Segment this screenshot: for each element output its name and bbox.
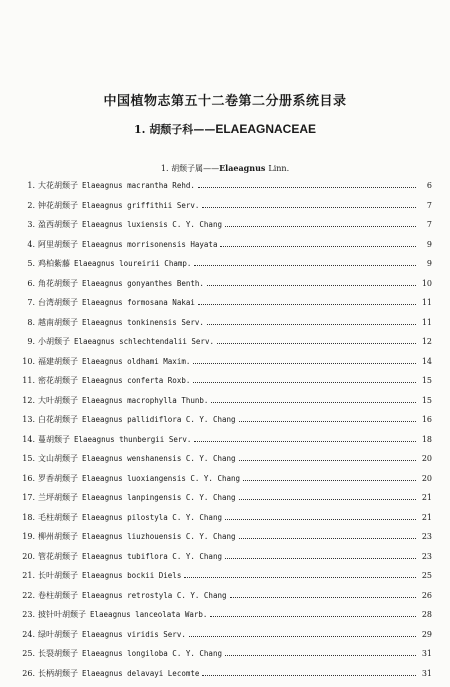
entry-name-latin: Elaeagnus conferta Roxb. [82,376,190,385]
entry-page-number: 29 [418,630,432,639]
leader-dots [239,499,416,500]
toc-entry [20,570,432,590]
entry-number: 1. [20,181,35,190]
toc-entry [20,356,432,376]
toc-entry [20,473,432,493]
entry-name-cn: 长柄胡颓子 [38,668,78,679]
toc-entry [20,668,432,687]
entry-page-number: 20 [418,474,432,483]
entry-name-latin: Elaeagnus tonkinensis Serv. [82,318,204,327]
leader-dots [193,363,416,364]
leader-dots [207,324,416,325]
leader-dots [230,597,417,598]
entry-number: 14. [20,435,35,444]
entry-number: 16. [20,474,35,483]
toc-entry [20,395,432,415]
entry-name-cn: 大叶胡颓子 [38,395,78,406]
entry-name-latin: Elaeagnus bockii Diels [82,571,181,580]
entry-name-latin: Elaeagnus viridis Serv. [82,630,186,639]
entry-name-latin: Elaeagnus loureirii Champ. [74,259,191,268]
toc-entry [20,200,432,220]
toc-entry [20,239,432,259]
toc-entry [20,258,432,278]
toc-entry [20,278,432,298]
entry-number: 22. [20,591,35,600]
entry-name-latin: Elaeagnus longiloba C. Y. Chang [82,649,222,658]
entry-name-cn: 越南胡颓子 [38,317,78,328]
entry-number: 5. [20,259,35,268]
toc-entry [20,375,432,395]
toc-entry [20,317,432,337]
toc-entry [20,648,432,668]
entry-number: 11. [20,376,35,385]
entry-name-latin: Elaeagnus macrophylla Thunb. [82,396,208,405]
entry-number: 24. [20,630,35,639]
leader-dots [239,421,416,422]
leader-dots [239,460,416,461]
entry-number: 13. [20,415,35,424]
entry-name-latin: Elaeagnus pilostyla C. Y. Chang [82,513,222,522]
family-number: 1. [134,123,145,136]
entry-page-number: 20 [418,454,432,463]
toc-entry [20,551,432,571]
genus-name-cn: 胡颓子属 [171,164,203,173]
entry-name-cn: 蔓胡颓子 [38,434,70,445]
entry-name-cn: 鸡柏紫藤 [38,258,70,269]
entry-number: 20. [20,552,35,561]
entry-name-cn: 福建胡颓子 [38,356,78,367]
entry-number: 18. [20,513,35,522]
leader-dots [194,265,416,266]
entry-number: 3. [20,220,35,229]
entry-page-number: 9 [418,240,432,249]
entry-name-latin: Elaeagnus gonyanthes Benth. [82,279,204,288]
leader-dots [207,285,416,286]
entry-number: 25. [20,649,35,658]
entry-name-cn: 白花胡颓子 [38,414,78,425]
entry-name-cn: 台湾胡颓子 [38,297,78,308]
entry-page-number: 6 [418,181,432,190]
entry-name-cn: 卷柱胡颓子 [38,590,78,601]
toc-entry [20,531,432,551]
leader-dots [202,675,416,676]
entry-name-cn: 绿叶胡颓子 [38,629,78,640]
entry-number: 17. [20,493,35,502]
toc-entry [20,453,432,473]
leader-dots [184,577,416,578]
toc-entry [20,492,432,512]
entry-name-latin: Elaeagnus macrantha Rehd. [82,181,195,190]
leader-dots [225,655,416,656]
entry-name-latin: Elaeagnus schlechtendalii Serv. [74,337,214,346]
entry-page-number: 23 [418,552,432,561]
entry-number: 7. [20,298,35,307]
toc-entry [20,297,432,317]
entry-name-cn: 罗香胡颓子 [38,473,78,484]
entry-number: 4. [20,240,35,249]
family-heading [0,121,450,137]
entry-name-cn: 盈西胡颓子 [38,219,78,230]
leader-dots [210,616,416,617]
leader-dots [239,538,416,539]
genus-number: 1. [161,164,169,173]
entry-number: 19. [20,532,35,541]
genus-name-latin: Elaeagnus [219,163,265,173]
entry-name-latin: Elaeagnus griffithii Serv. [82,201,199,210]
family-dash: —— [193,123,215,136]
entry-name-latin: Elaeagnus pallidiflora C. Y. Chang [82,415,236,424]
entry-page-number: 21 [418,493,432,502]
entry-number: 9. [20,337,35,346]
entry-page-number: 7 [418,201,432,210]
entry-page-number: 12 [418,337,432,346]
entry-name-latin: Elaeagnus lanceolata Warb. [90,610,207,619]
toc-entry [20,219,432,239]
entry-page-number: 31 [418,649,432,658]
genus-heading [0,163,450,174]
entry-name-latin: Elaeagnus tubiflora C. Y. Chang [82,552,222,561]
entry-page-number: 26 [418,591,432,600]
entry-name-latin: Elaeagnus thunbergii Serv. [74,435,191,444]
entry-name-latin: Elaeagnus morrisonensis Hayata [82,240,217,249]
toc-list [20,180,432,687]
leader-dots [193,382,416,383]
entry-name-latin: Elaeagnus luoxiangensis C. Y. Chang [82,474,240,483]
leader-dots [194,441,416,442]
entry-name-cn: 管花胡颓子 [38,551,78,562]
entry-number: 23. [20,610,35,619]
entry-name-cn: 毛柱胡颓子 [38,512,78,523]
leader-dots [211,402,416,403]
entry-name-cn: 柳州胡颓子 [38,531,78,542]
entry-page-number: 11 [418,298,432,307]
entry-page-number: 10 [418,279,432,288]
entry-name-cn: 角花胡颓子 [38,278,78,289]
entry-name-cn: 阿里胡颓子 [38,239,78,250]
page-title: 中国植物志第五十二卷第二分册系统目录 [0,90,450,109]
entry-page-number: 14 [418,357,432,366]
leader-dots [243,480,416,481]
leader-dots [225,558,416,559]
entry-page-number: 9 [418,259,432,268]
entry-page-number: 21 [418,513,432,522]
entry-name-cn: 文山胡颓子 [38,453,78,464]
entry-name-cn: 小胡颓子 [38,336,70,347]
entry-name-cn: 钟花胡颓子 [38,200,78,211]
entry-page-number: 15 [418,376,432,385]
entry-name-cn: 长裂胡颓子 [38,648,78,659]
entry-number: 8. [20,318,35,327]
entry-name-cn: 披针叶胡颓子 [38,609,86,620]
entry-page-number: 25 [418,571,432,580]
entry-number: 10. [20,357,35,366]
entry-number: 26. [20,669,35,678]
entry-name-latin: Elaeagnus oldhami Maxim. [82,357,190,366]
toc-entry [20,512,432,532]
genus-author: Linn. [268,164,289,173]
entry-page-number: 31 [418,669,432,678]
leader-dots [225,226,416,227]
entry-number: 2. [20,201,35,210]
entry-name-cn: 长叶胡颓子 [38,570,78,581]
entry-name-latin: Elaeagnus lanpingensis C. Y. Chang [82,493,236,502]
entry-name-cn: 兰坪胡颓子 [38,492,78,503]
entry-page-number: 23 [418,532,432,541]
toc-entry [20,609,432,629]
entry-page-number: 16 [418,415,432,424]
family-name-cn: 胡颓子科 [149,123,193,136]
entry-number: 21. [20,571,35,580]
entry-name-latin: Elaeagnus liuzhouensis C. Y. Chang [82,532,236,541]
leader-dots [217,343,416,344]
entry-number: 12. [20,396,35,405]
entry-name-latin: Elaeagnus wenshanensis C. Y. Chang [82,454,236,463]
entry-name-latin: Elaeagnus formosana Nakai [82,298,195,307]
entry-number: 15. [20,454,35,463]
genus-dash: —— [203,164,219,173]
leader-dots [202,207,416,208]
entry-page-number: 18 [418,435,432,444]
entry-number: 6. [20,279,35,288]
entry-page-number: 28 [418,610,432,619]
toc-entry [20,336,432,356]
leader-dots [198,187,416,188]
toc-entry [20,629,432,649]
leader-dots [225,519,416,520]
entry-page-number: 15 [418,396,432,405]
entry-page-number: 11 [418,318,432,327]
family-name-latin: ELAEAGNACEAE [215,122,316,136]
entry-name-latin: Elaeagnus luxiensis C. Y. Chang [82,220,222,229]
entry-name-cn: 大花胡颓子 [38,180,78,191]
entry-page-number: 7 [418,220,432,229]
entry-name-latin: Elaeagnus delavayi Lecomte [82,669,199,678]
toc-entry [20,180,432,200]
leader-dots [189,636,416,637]
leader-dots [198,304,416,305]
entry-name-latin: Elaeagnus retrostyla C. Y. Chang [82,591,227,600]
leader-dots [220,246,416,247]
toc-entry [20,434,432,454]
entry-name-cn: 密花胡颓子 [38,375,78,386]
toc-entry [20,590,432,610]
toc-entry [20,414,432,434]
